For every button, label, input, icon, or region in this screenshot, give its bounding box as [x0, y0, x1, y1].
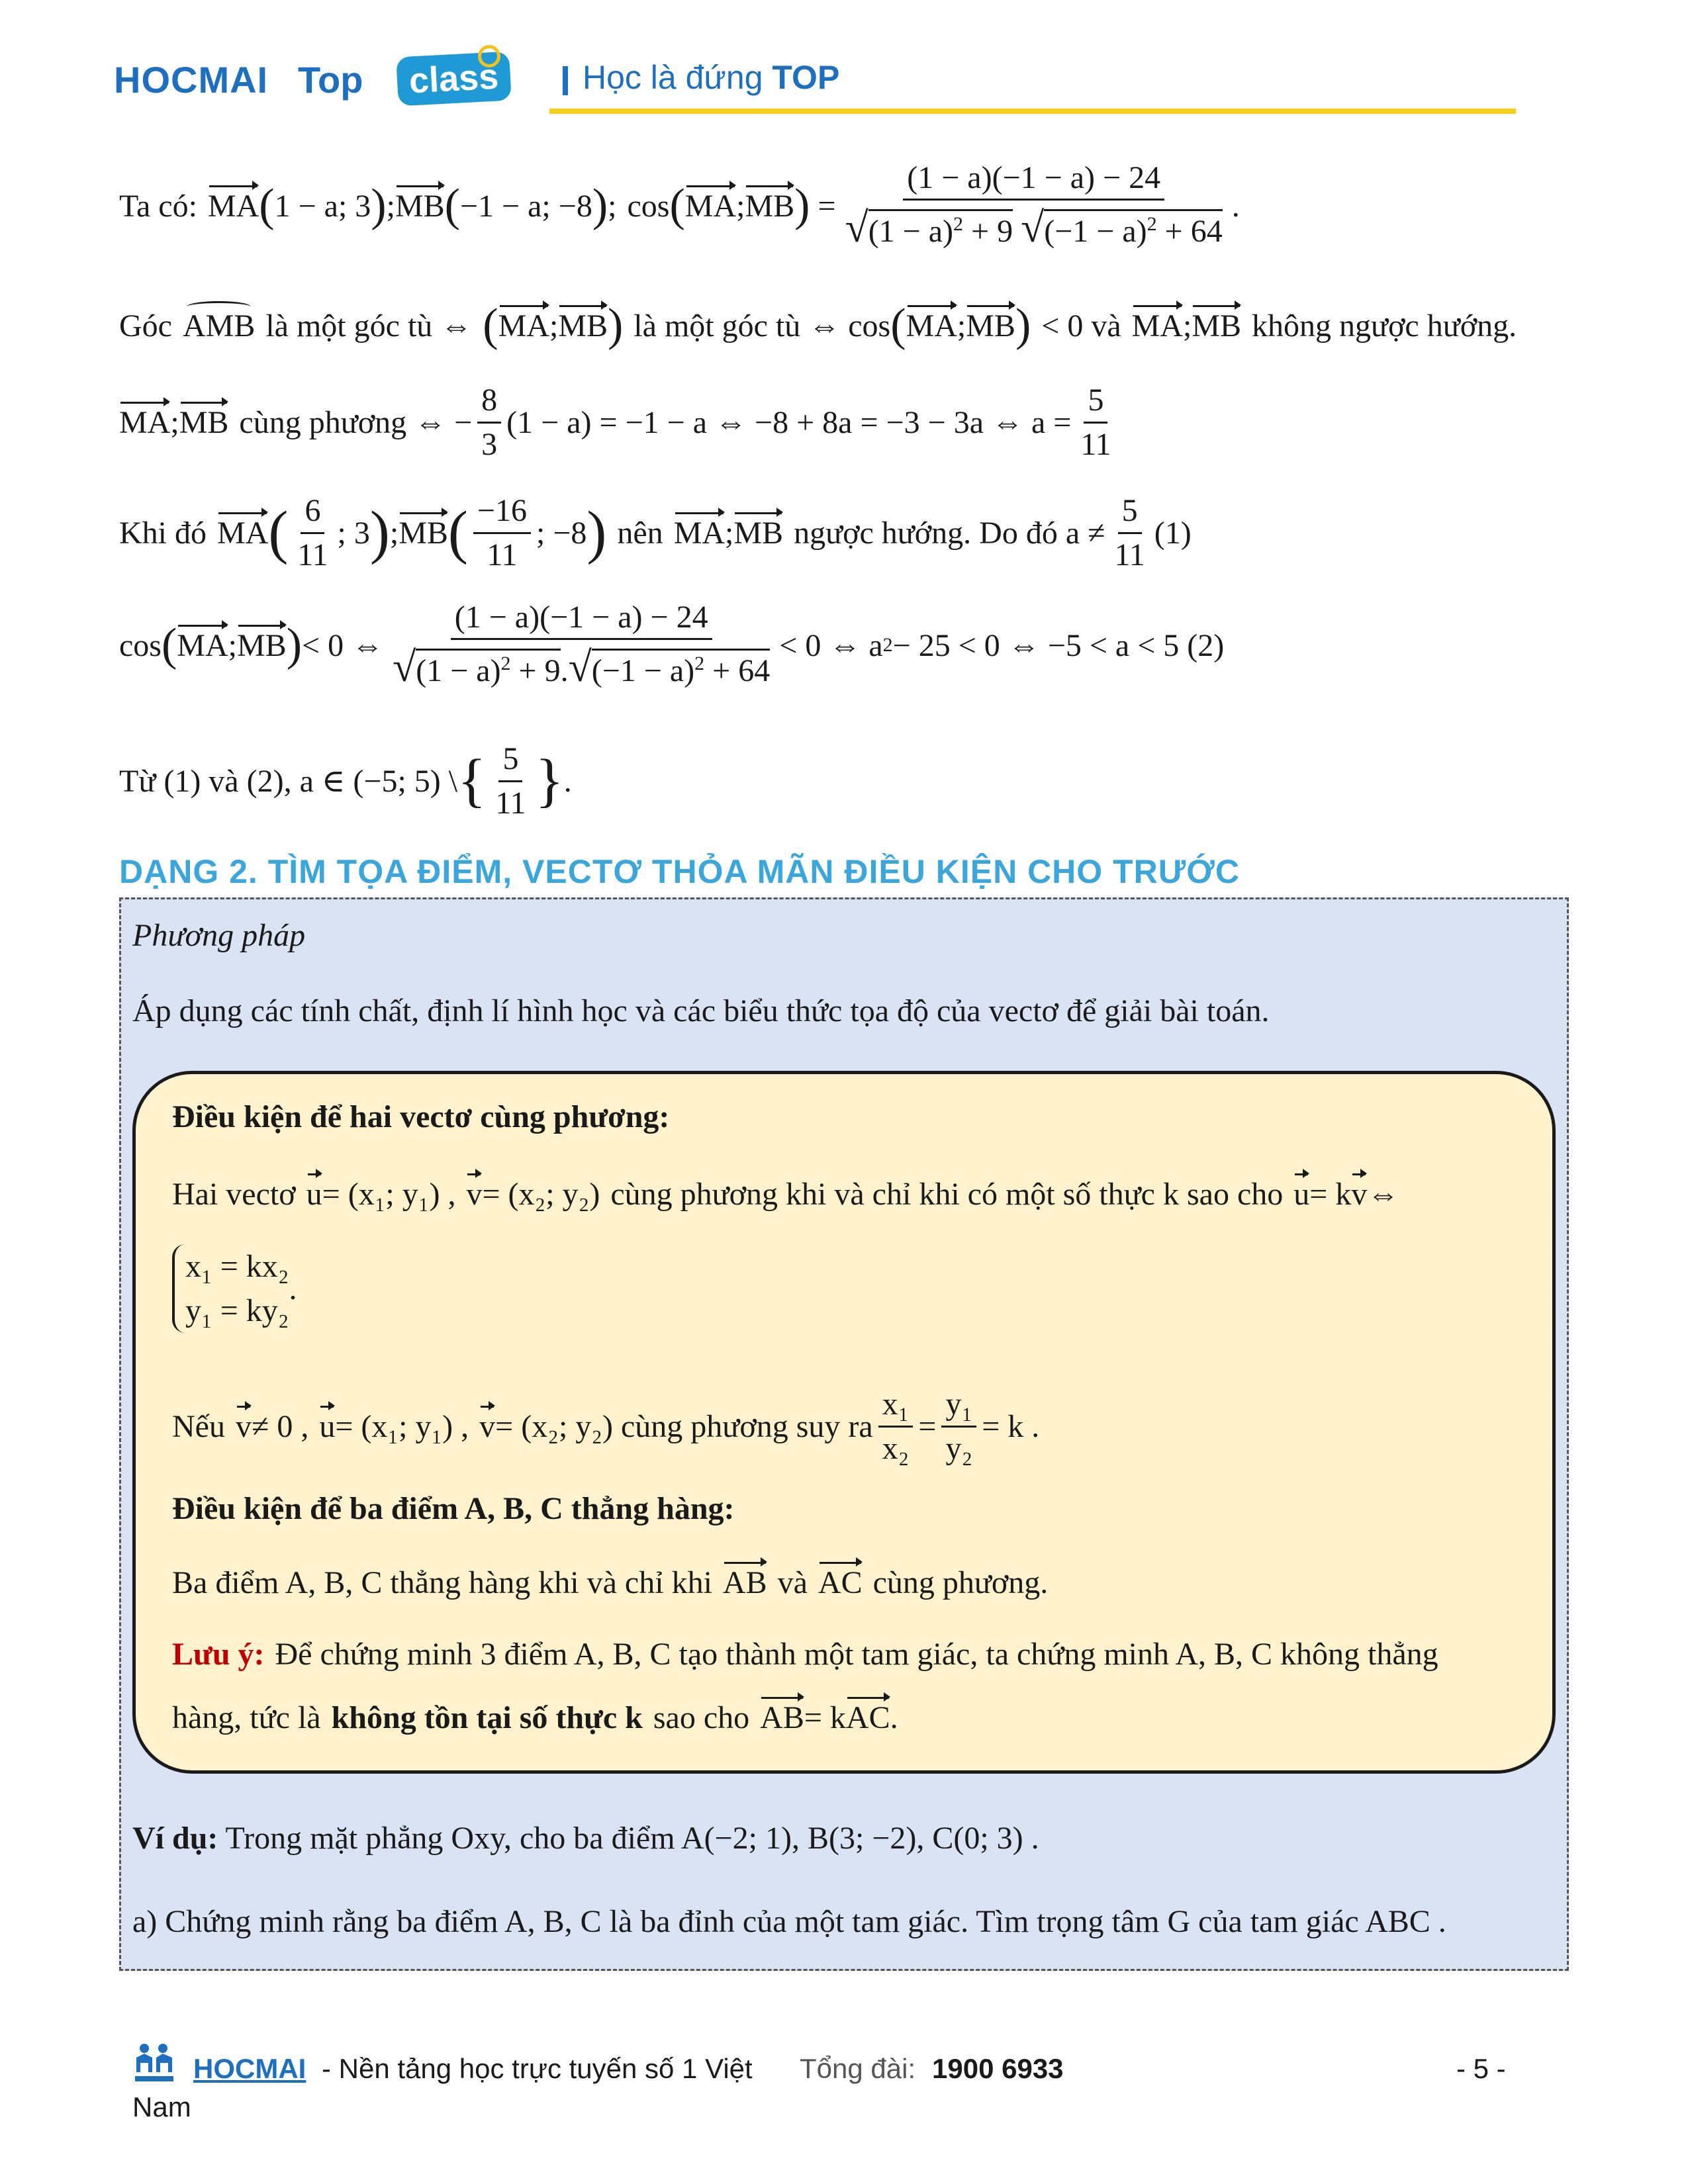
vector-ma: MA	[217, 515, 269, 551]
footer-text: - Nền tảng học trực tuyến số 1 Việt	[322, 2053, 753, 2084]
note-eq: = k	[804, 1700, 846, 1735]
slogan-divider	[563, 66, 568, 95]
p2-text-e: = k .	[982, 1408, 1040, 1444]
fraction-numerator: (1 − a)(−1 − a) − 24	[451, 599, 712, 640]
vector-ab: AB	[722, 1565, 767, 1600]
solution-line-4: Khi đó MA ( $\frac{6}{11}$ ; 3 ) ; MB ( $\frac{-16}{11}$ ; −8 ) nên MA ; MB ngược hướng. Do đó a ≠ $\frac{5}{11}$ (1)	[119, 493, 1192, 572]
system-end: .	[289, 1271, 297, 1306]
p3-text-mid: và	[777, 1565, 808, 1600]
line4-text-1: Khi đó	[119, 515, 207, 551]
line2-text-4: không ngược hướng.	[1252, 308, 1517, 343]
frac-den: x₂	[882, 1430, 910, 1466]
cond-paragraph-3	[172, 1559, 1048, 1606]
ma-coords: 1 − a; 3	[274, 188, 371, 224]
cond-note-line-1	[172, 1636, 1438, 1672]
vector-u: u	[319, 1408, 336, 1444]
line4-text-2: nên	[617, 515, 663, 551]
vector-ma: MA	[906, 308, 957, 343]
vector-mb: MB	[236, 627, 287, 663]
vector-ma: MA	[207, 188, 259, 224]
exponent: 2	[500, 653, 511, 675]
footer-tail: Nam	[132, 2091, 191, 2122]
section-title: DẠNG 2. TÌM TỌA ĐIỂM, VECTƠ THỎA MÃN ĐIỀU KIỆN CHO TRƯỚC	[119, 853, 1240, 890]
vector-ma: MA	[119, 404, 171, 440]
vector-ac: AC	[845, 1700, 890, 1735]
header-underline	[549, 109, 1516, 114]
p2-text-d: = (x₂; y₂) cùng phương suy ra	[495, 1408, 873, 1444]
mb-coords: −1 − a; −8	[459, 188, 592, 224]
logo-top: Top	[298, 59, 363, 101]
line2-text-3: < 0 và	[1041, 308, 1121, 343]
frac-num: 5	[498, 741, 522, 782]
line5-text-2: < 0 ⇔ a	[779, 627, 883, 663]
den-dot: .	[560, 653, 569, 689]
vector-ma: MA	[177, 627, 228, 663]
p1-text-a: Hai vectơ	[172, 1176, 296, 1212]
frac-num: 5	[1084, 382, 1107, 423]
p1-end: ⇔	[1367, 1176, 1399, 1212]
note-bold: không tồn tại số thực k	[331, 1700, 643, 1735]
cos-label: cos	[119, 627, 162, 663]
vector-ma: MA	[684, 188, 737, 224]
solution-line-2: Góc AMB là một góc tù ⇔ ( MA ; MB ) là một góc tù ⇔ cos ( MA ; MB ) < 0 và MA ; MB không ngược hướng.	[119, 300, 1517, 351]
hocmai-icon	[132, 2042, 176, 2083]
vector-v: v	[1351, 1176, 1368, 1212]
exponent: 2	[694, 653, 705, 675]
example-label: Ví dụ:	[132, 1821, 218, 1856]
vector-mb: MB	[395, 188, 445, 224]
den-term-1: (1 − a)	[416, 653, 501, 689]
line6-end: .	[563, 763, 572, 799]
vector-ac: AC	[818, 1565, 863, 1600]
p3-text-a: Ba điểm A, B, C thẳng hàng khi và chỉ khi	[172, 1565, 712, 1600]
vector-u: u	[306, 1176, 322, 1212]
method-title: Phương pháp	[132, 918, 306, 953]
cond-paragraph-1	[172, 1167, 1399, 1220]
frac-den: 11	[495, 785, 526, 821]
vector-mb: MB	[399, 515, 448, 551]
logo-hocmai: HOCMAI	[114, 59, 269, 101]
line5-text-1: < 0 ⇔	[302, 627, 384, 663]
line6-text-1: Từ (1) và (2), a ∈ (−5; 5) \	[119, 764, 458, 799]
system-eq-1: x₁ = kx₂	[185, 1249, 289, 1284]
footer-hotline: 1900 6933	[932, 2053, 1064, 2084]
note-text-c: sao cho	[653, 1700, 750, 1735]
slogan-prefix: Học là đứng	[583, 59, 763, 96]
vector-ma: MA	[673, 515, 726, 551]
cond-note-line-2	[172, 1694, 898, 1741]
p2-text-b: ≠ 0 ,	[251, 1408, 309, 1444]
frac-den: 11	[1114, 537, 1145, 572]
sun-icon	[478, 45, 500, 68]
fraction-numerator: (1 − a)(−1 − a) − 24	[903, 159, 1164, 201]
slogan-bold: TOP	[772, 59, 840, 96]
solution-line-6: Từ (1) và (2), a ∈ (−5; 5) \ { $\frac{5}{11}$ } .	[119, 741, 572, 821]
u-coords: = (x₁; y₁) ,	[322, 1176, 456, 1212]
cos-fraction: $\frac{(1 - a)(-1 - a) - 24}{√(1 - a)^2 + 9.√(-1 - a)^2 + 64}$	[393, 600, 771, 691]
system-eq-2: y₁ = ky₂	[185, 1293, 289, 1329]
p2-text-a: Nếu	[172, 1408, 225, 1444]
frac-num: 8	[477, 382, 501, 423]
vector-mb: MB	[966, 308, 1015, 343]
vector-mb: MB	[733, 515, 784, 551]
method-text: Áp dụng các tính chất, định lí hình học và các biểu thức tọa độ của vectơ để giải bài toán.	[132, 993, 1270, 1028]
cond-paragraph-2: Nếu v ≠ 0 , u = (x₁; y₁) , v = (x₂; y₂) cùng phương suy ra $\frac{\text{x₁}}{\text{x₂}}$ = $\frac{\text{y₁}}{\text{y₂}}$ = k .	[172, 1387, 1040, 1466]
den-term-1: (1 − a)	[868, 214, 954, 250]
note-label: Lưu ý:	[172, 1637, 265, 1672]
vector-ma: MA	[498, 308, 549, 343]
den-tail-1: + 9	[963, 214, 1013, 250]
den-term-2: (−1 − a)	[1044, 214, 1147, 250]
vector-ab: AB	[760, 1700, 804, 1735]
example-part-a: a) Chứng minh rằng ba điểm A, B, C là ba đỉnh của một tam giác. Tìm trọng tâm G của tam giác ABC .	[132, 1904, 1446, 1939]
p2-text-c: = (x₁; y₁) ,	[335, 1408, 469, 1444]
den-tail-2: + 64	[1156, 214, 1223, 250]
slogan	[583, 58, 839, 97]
vector-v: v	[235, 1408, 252, 1444]
frac-den: 11	[487, 537, 518, 572]
example-text: Trong mặt phẳng Oxy, cho ba điểm A(−2; 1), B(3; −2), C(0; 3) .	[225, 1821, 1039, 1856]
den-term-2: (−1 − a)	[591, 653, 695, 689]
exponent: 2	[882, 634, 893, 656]
vector-v: v	[466, 1176, 483, 1212]
frac-den: 11	[1080, 426, 1111, 462]
vector-mb: MB	[179, 404, 229, 440]
line4-text-3: ngược hướng. Do đó a ≠	[794, 515, 1105, 551]
note-end: .	[890, 1700, 898, 1735]
line4-text-4: (1)	[1154, 515, 1192, 551]
vector-mb: MB	[1192, 308, 1242, 343]
angle-amb: AMB	[182, 308, 256, 343]
coord-tail: ; 3	[337, 515, 370, 551]
vector-u: u	[1293, 1176, 1310, 1212]
line1-end: .	[1231, 188, 1240, 224]
frac-num: −16	[473, 492, 531, 533]
solution-line-3: MA ; MB cùng phương ⇔ − $\frac{8}{3}$ (1 − a) = −1 − a ⇔ −8 + 8a = −3 − 3a ⇔ a = $\frac{5}{11}$	[119, 376, 1121, 469]
p1-text-b: cùng phương khi và chỉ khi có một số thực k sao cho	[610, 1176, 1284, 1212]
vector-ma: MA	[1131, 308, 1183, 343]
line2-text-1: là một góc tù ⇔	[265, 308, 473, 343]
cond-heading-2: Điều kiện để ba điểm A, B, C thẳng hàng:	[172, 1491, 735, 1526]
line3-text-1: cùng phương ⇔ −	[239, 404, 473, 440]
p3-end: cùng phương.	[872, 1565, 1049, 1600]
equation-system	[172, 1244, 289, 1333]
note-text-a: Để chứng minh 3 điểm A, B, C tạo thành một tam giác, ta chứng minh A, B, C không thẳng	[275, 1637, 1438, 1672]
frac-num: 6	[301, 492, 324, 533]
vector-mb: MB	[745, 188, 795, 224]
line3-text-2: (1 − a) = −1 − a ⇔ −8 + 8a = −3 − 3a ⇔ a =	[506, 404, 1072, 440]
coord-tail: ; −8	[536, 515, 587, 551]
frac-den: 11	[297, 537, 328, 572]
exponent: 2	[1147, 213, 1157, 236]
v-coords: = (x₂; y₂)	[482, 1176, 600, 1212]
cos-fraction: $\frac{(1 - a)(-1 - a) - 24}{√(1 - a)^2 + 9 √(-1 - a)^2 + 64}$	[845, 160, 1223, 251]
frac-den: 3	[481, 426, 498, 462]
den-tail-1: + 9	[510, 653, 561, 689]
note-text-b: hàng, tức là	[172, 1700, 321, 1735]
frac-den: y₂	[945, 1430, 973, 1466]
vector-v: v	[479, 1408, 496, 1444]
frac-num: 5	[1118, 492, 1142, 533]
line1-prefix: Ta có:	[119, 188, 197, 224]
line2-text-2: là một góc tù ⇔ cos	[633, 308, 891, 343]
cos-label: cos	[627, 188, 670, 224]
page-number: - 5 -	[1456, 2053, 1506, 2084]
goc-label: Góc	[119, 308, 172, 343]
logo-class: class	[396, 52, 512, 107]
solution-line-1: Ta có: MA ( 1 − a; 3 ) ; MB ( −1 − a; −8 ) ; cos ( MA ; MB ) = $\frac{(1 - a)(-1 - a) - 24}{√(1 - a)^2 + 9 √(-1 - a)^2 + 64}$ .	[119, 160, 1240, 251]
cond-heading-1: Điều kiện để hai vectơ cùng phương:	[172, 1099, 670, 1134]
frac-num: x₁	[878, 1386, 914, 1427]
vector-mb: MB	[558, 308, 608, 343]
line5-text-3: − 25 < 0 ⇔ −5 < a < 5 (2)	[892, 627, 1225, 663]
den-tail-2: + 64	[704, 653, 771, 689]
footer-hotline-label: Tổng đài:	[800, 2053, 916, 2084]
solution-line-5: cos ( MA ; MB ) < 0 ⇔ $\frac{(1 - a)(-1 - a) - 24}{√(1 - a)^2 + 9.√(-1 - a)^2 + 64}$ < 0 ⇔ a 2 − 25 < 0 ⇔ −5 < a < 5 (2)	[119, 600, 1225, 691]
p1-eq: = k	[1309, 1176, 1352, 1212]
footer-brand[interactable]: HOCMAI	[193, 2053, 306, 2084]
example	[132, 1820, 1039, 1856]
cond-system	[172, 1244, 297, 1333]
exponent: 2	[953, 213, 964, 236]
frac-num: y₁	[941, 1386, 976, 1427]
